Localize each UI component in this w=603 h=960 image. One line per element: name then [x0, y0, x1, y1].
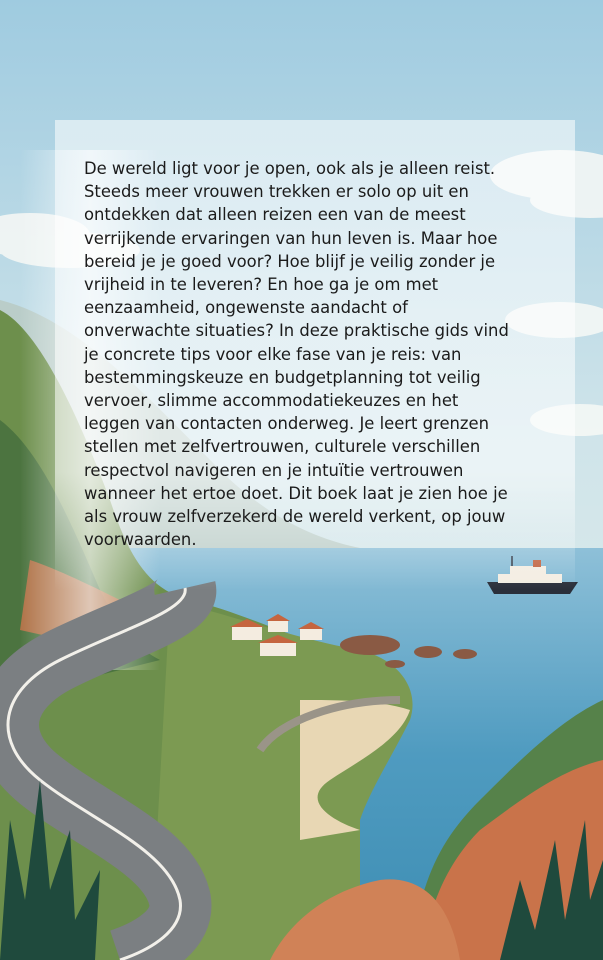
book-blurb: De wereld ligt voor je open, ook als je alleen reist. Steeds meer vrouwen trekken er solo op uit en ontdekken dat alleen reizen een van de meest verrijkende ervaringen van hun leven is. Maar hoe bereid je je goed voor? Hoe blijf je veilig zonder je vrijheid in te leveren? En hoe ga je om met eenzaamheid, ongewenste aandacht of onverwachte situaties? In deze praktische gids vind je concrete tips voor elke fase van je reis: van bestemmingskeuze en budgetplanning tot veilig vervoer, slimme accommodatiekeuzes en het leggen van contacten onderweg. Je leert grenzen stellen met zelfvertrouwen, culturele verschillen respectvol navigeren en je intuïtie vertrouwen wanneer het ertoe doet. Dit boek laat je zien hoe je als vrouw zelfverzekerd de wereld verkent, op jouw voorwaarden.	[84, 159, 509, 550]
